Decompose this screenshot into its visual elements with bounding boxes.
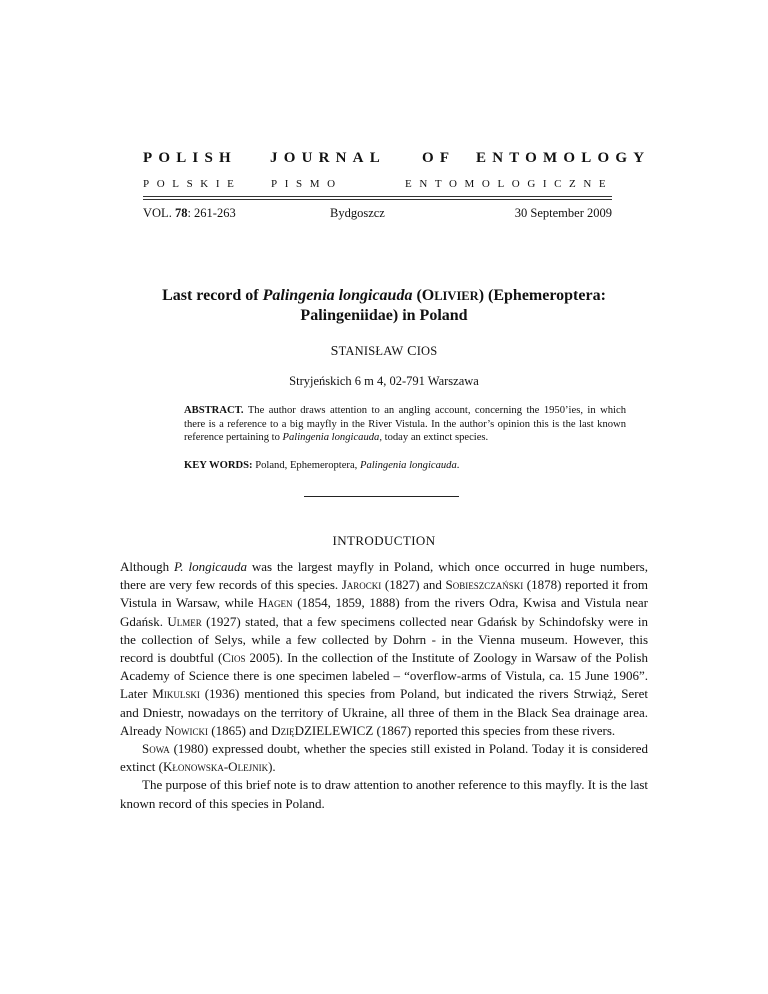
volume-info: VOL. 78: 261-263 (143, 206, 236, 220)
keywords-label: KEY WORDS: (184, 460, 253, 471)
volume-number: 78 (174, 206, 188, 220)
page-range: : 261-263 (187, 206, 236, 220)
journal-word-pismo: PISMO (271, 178, 343, 190)
paragraph: Although P. longicauda was the largest mayfly in Poland, which once occurred in huge numbers, there are very few records of this species. Jarocki (1827) and Sobieszczański (1878) reported it from Vistula in Warsaw, while Hagen (1854, 1859, 1888) from the rivers Odra, Kwisa and Vistula near Gdańsk. Ulmer (1927) stated, that a few specimens collected near Gdańsk by Schindofsky were in the collection of Selys, while a few collected by Dohrn - in the Vienna museum. However, this record is doubtful (Cios 2005). In the collection of the Institute of Zoology in Warsaw of the Polish Academy of Science there is one specimen labeled – “overflow-arms of Vistula, ca. 15 June 1906”. Later Mikulski (1936) mentioned this species from Poland, but indicated the rivers Strwiąż, Seret and Dniestr, nowadays on the territory of Ukraine, all three of them in the Black Sea drainage area. Already Nowicki (1865) and DzięDZIELEWICZ (1867) reported this species from these rivers. (120, 559, 648, 738)
introduction-body (120, 558, 648, 813)
article-author: STANISŁAW CIOS (330, 344, 438, 359)
paragraph: Sowa (1980) expressed doubt, whether the species still existed in Poland. Today it is considered extinct (Kłonowska-Olejnik). (120, 741, 648, 775)
journal-word-polish: POLISH (143, 150, 237, 166)
paragraph: The purpose of this brief note is to draw attention to another reference to this mayfly. It is the last known record of this species in Poland. (120, 777, 649, 811)
publication-city: Bydgoszcz (330, 206, 385, 220)
section-divider (304, 496, 459, 497)
title-species: Palingenia longicauda (262, 287, 413, 304)
author-address: Stryjeńskich 6 m 4, 02-791 Warszawa (289, 374, 479, 388)
volume-line (143, 206, 612, 222)
introduction-heading: INTRODUCTION (332, 533, 436, 548)
journal-title-pl (143, 178, 612, 194)
abstract-label: ABSTRACT. (184, 405, 244, 416)
abstract: ABSTRACT. The author draws attention to an angling account, concerning the 1950’ies, in which there is a reference to a big mayfly in the River Vistula. In the author’s opinion this is the last known reference pertaining to Palingenia longicauda, today an extinct species. (184, 405, 626, 443)
journal-word-journal: JOURNAL (270, 150, 386, 166)
article-title: Last record of Palingenia longicauda (OLIVIER) (Ephemeroptera: Palingeniidae) in Poland (162, 287, 606, 324)
key-words: KEY WORDS: Poland, Ephemeroptera, Palingenia longicauda. (184, 460, 460, 471)
journal-word-polskie: POLSKIE (143, 178, 242, 190)
journal-word-entomology: ENTOMOLOGY (476, 150, 651, 166)
journal-title-en (143, 150, 651, 172)
journal-word-entomologiczne: ENTOMOLOGICZNE (405, 178, 614, 190)
header-divider (143, 196, 612, 200)
journal-word-of: OF (422, 150, 456, 166)
publication-date: 30 September 2009 (514, 206, 612, 220)
